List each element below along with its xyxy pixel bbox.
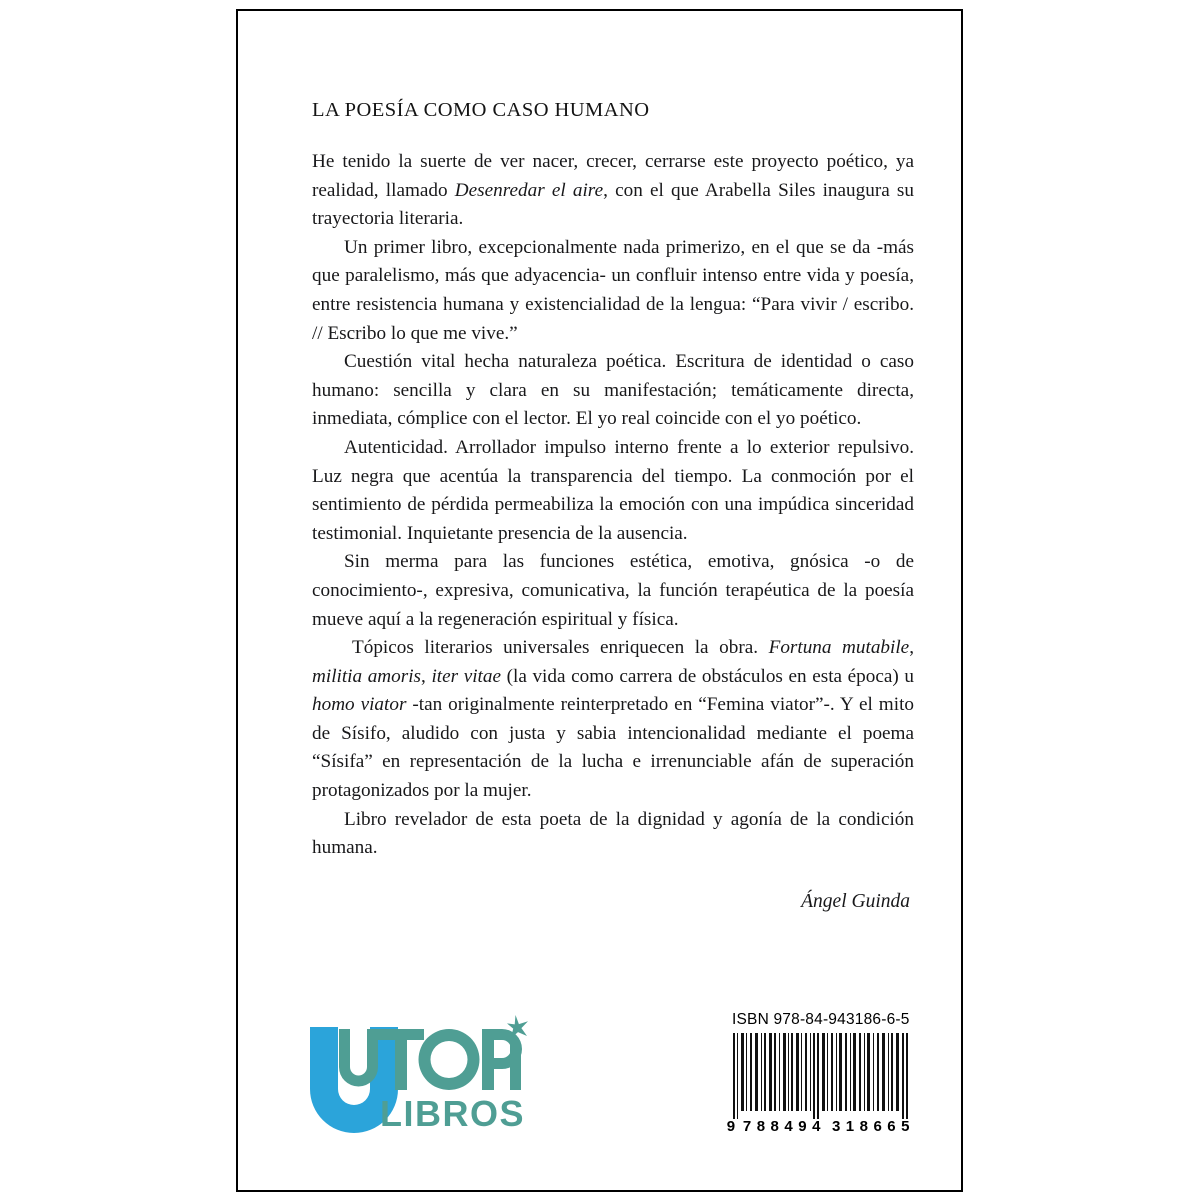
text-run: Tópicos literarios universales enriquecen la obra. — [352, 637, 769, 659]
text-run: Un primer libro, excepcionalmente nada primerizo, en el que se da -más que paralelismo, más que adyacencia- un confluir intenso entre vida y poesía, entre resistencia humana y existencialidad de la lengua: “Para vivir / escribo. // Escribo lo que me vive.” — [312, 236, 914, 344]
utopia-libros-logo-graphic — [298, 1013, 528, 1133]
barcode-digits-row — [725, 1118, 915, 1135]
blurb-paragraph-7 — [312, 806, 914, 863]
logo-small-u-shape — [339, 1029, 378, 1087]
logo-letter-o — [419, 1029, 480, 1090]
text-run: Libro revelador de esta poeta de la dignidad y agonía de la condición humana. — [312, 808, 914, 859]
text-run: (la vida como carrera de obstáculos en esta época) u — [500, 665, 914, 687]
text-run: Cuestión vital hecha naturaleza poética. Escritura de identidad o caso humano: sencilla y clara en su manifestación; temáticamente directa, inmediata, cómplice con el lector. El yo real coincide con el yo poético. — [312, 351, 914, 430]
barcode-digit-leading: 9 — [726, 1118, 736, 1135]
text-run: Autenticidad. Arrollador impulso interno frente a lo exterior repulsivo. Luz negra que acentúa la transparencia del tiempo. La conmoción por el sentimiento de pérdida permeabiliza la emoción con una impúdica sinceridad testimonial. Inquietante presencia de la ausencia. — [312, 436, 914, 544]
text-run: , — [421, 665, 432, 687]
italic-phrase: Desenredar el aire — [454, 179, 604, 201]
italic-phrase: Fortuna mutabile — [768, 637, 910, 659]
barcode-image — [725, 1033, 915, 1119]
isbn-number-text: ISBN 978-84-943186-6-5 — [732, 1011, 910, 1028]
book-back-cover-page — [236, 9, 963, 1192]
logo-letter-i — [510, 1043, 521, 1090]
blurb-paragraph-2 — [312, 234, 914, 348]
text-run: , — [909, 637, 914, 659]
text-run: , con el que Arabella Siles inaugura su trayectoria literaria. — [312, 179, 914, 230]
italic-phrase: iter vitae — [431, 665, 501, 687]
blurb-paragraph-3 — [312, 348, 914, 434]
blurb-paragraph-1 — [312, 148, 914, 234]
blurb-paragraph-5 — [312, 548, 914, 634]
italic-phrase: militia amoris — [312, 665, 422, 687]
page-title: LA POESÍA COMO CASO HUMANO — [312, 99, 650, 121]
barcode-digits-right-group: 318665 — [831, 1118, 915, 1135]
blurb-text-block — [312, 99, 914, 913]
blurb-paragraph-6 — [312, 634, 914, 806]
blurb-paragraph-4 — [312, 434, 914, 548]
publisher-libros-text: LIBROS — [380, 1093, 526, 1133]
italic-phrase: homo viator — [312, 694, 407, 716]
text-run: -tan originalmente reinterpretado en “Femina viator”-. Y el mito de Sísifo, aludido con justa y sabia intencionalidad mediante el poema “Sísifa” en representación de la lucha e irrenunciable afán de superación protagonizados por la mujer. — [312, 694, 914, 802]
publisher-logo — [298, 1013, 528, 1133]
isbn-barcode-block — [725, 1011, 925, 1135]
author-signature: Ángel Guinda — [801, 890, 910, 912]
text-run: Sin merma para las funciones estética, emotiva, gnósica -o de conocimiento-, expresiva, comunicativa, la función terapéutica de la poesía mueve aquí a la regeneración espiritual y física. — [312, 551, 914, 630]
text-run: He tenido la suerte de ver nacer, crecer, cerrarse este proyecto poético, ya realidad, llamado — [312, 151, 914, 201]
barcode-digits-left-group: 788494 — [742, 1118, 826, 1135]
